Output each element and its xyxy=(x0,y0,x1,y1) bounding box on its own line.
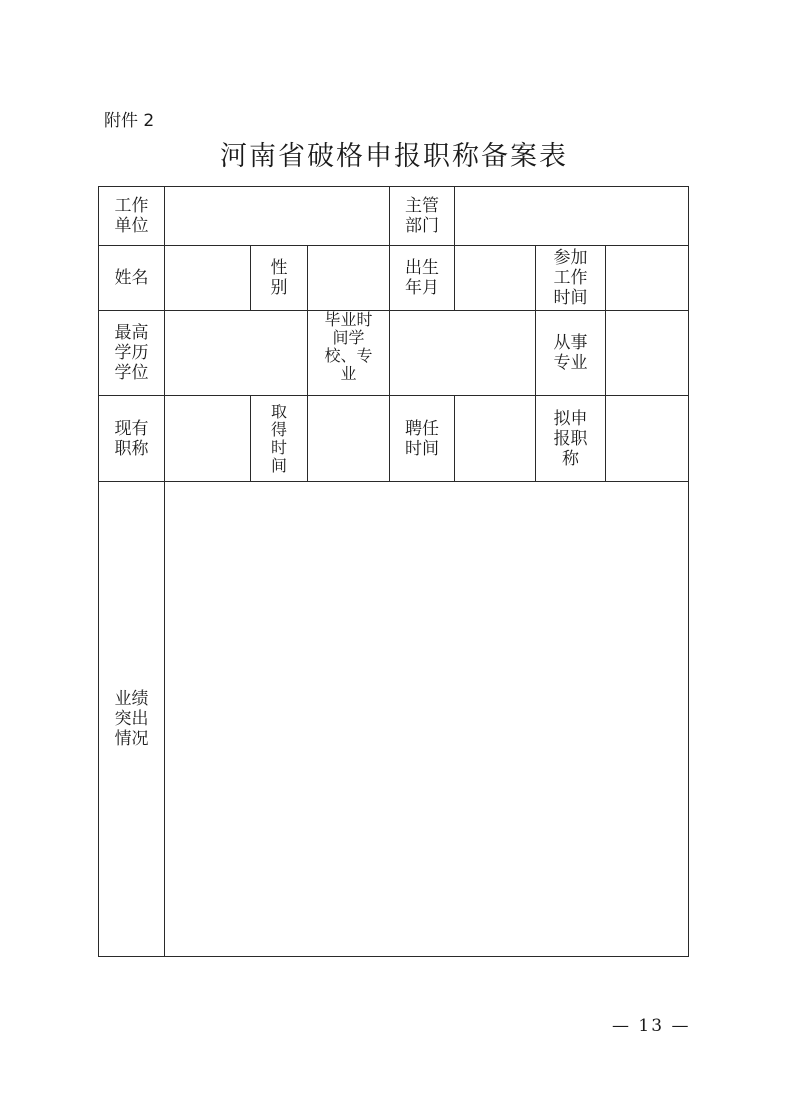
attachment-label: 附件 2 xyxy=(104,111,155,131)
field-birth[interactable] xyxy=(455,246,536,311)
field-graduation[interactable] xyxy=(390,311,536,396)
field-current-title[interactable] xyxy=(165,396,251,482)
label-work-start: 参加 工作 时间 xyxy=(536,246,606,311)
label-appointment-time: 聘任 时间 xyxy=(390,396,455,482)
field-gender[interactable] xyxy=(308,246,390,311)
label-birth: 出生 年月 xyxy=(390,246,455,311)
field-supervisor[interactable] xyxy=(455,187,689,246)
field-education[interactable] xyxy=(165,311,308,396)
field-work-unit[interactable] xyxy=(165,187,390,246)
label-obtained-time: 取 得 时 间 xyxy=(251,396,308,482)
label-gender: 性 别 xyxy=(251,246,308,311)
page-number: — 13 — xyxy=(612,1016,691,1036)
page-title: 河南省破格申报职称备案表 xyxy=(220,141,568,172)
field-obtained-time[interactable] xyxy=(308,396,390,482)
field-proposed-title[interactable] xyxy=(606,396,689,482)
filing-form-table xyxy=(98,186,689,957)
label-name: 姓名 xyxy=(99,246,165,311)
field-major[interactable] xyxy=(606,311,689,396)
field-performance[interactable] xyxy=(165,482,689,957)
label-graduation: 毕业时 间学 校、专 业 xyxy=(308,311,390,396)
label-work-unit: 工作 单位 xyxy=(99,187,165,246)
label-proposed-title: 拟申 报职 称 xyxy=(536,396,606,482)
label-major: 从事 专业 xyxy=(536,311,606,396)
field-appointment-time[interactable] xyxy=(455,396,536,482)
label-performance: 业绩 突出 情况 xyxy=(99,482,165,957)
field-name[interactable] xyxy=(165,246,251,311)
label-education: 最高 学历 学位 xyxy=(99,311,165,396)
field-work-start[interactable] xyxy=(606,246,689,311)
label-current-title: 现有 职称 xyxy=(99,396,165,482)
label-supervisor: 主管 部门 xyxy=(390,187,455,246)
